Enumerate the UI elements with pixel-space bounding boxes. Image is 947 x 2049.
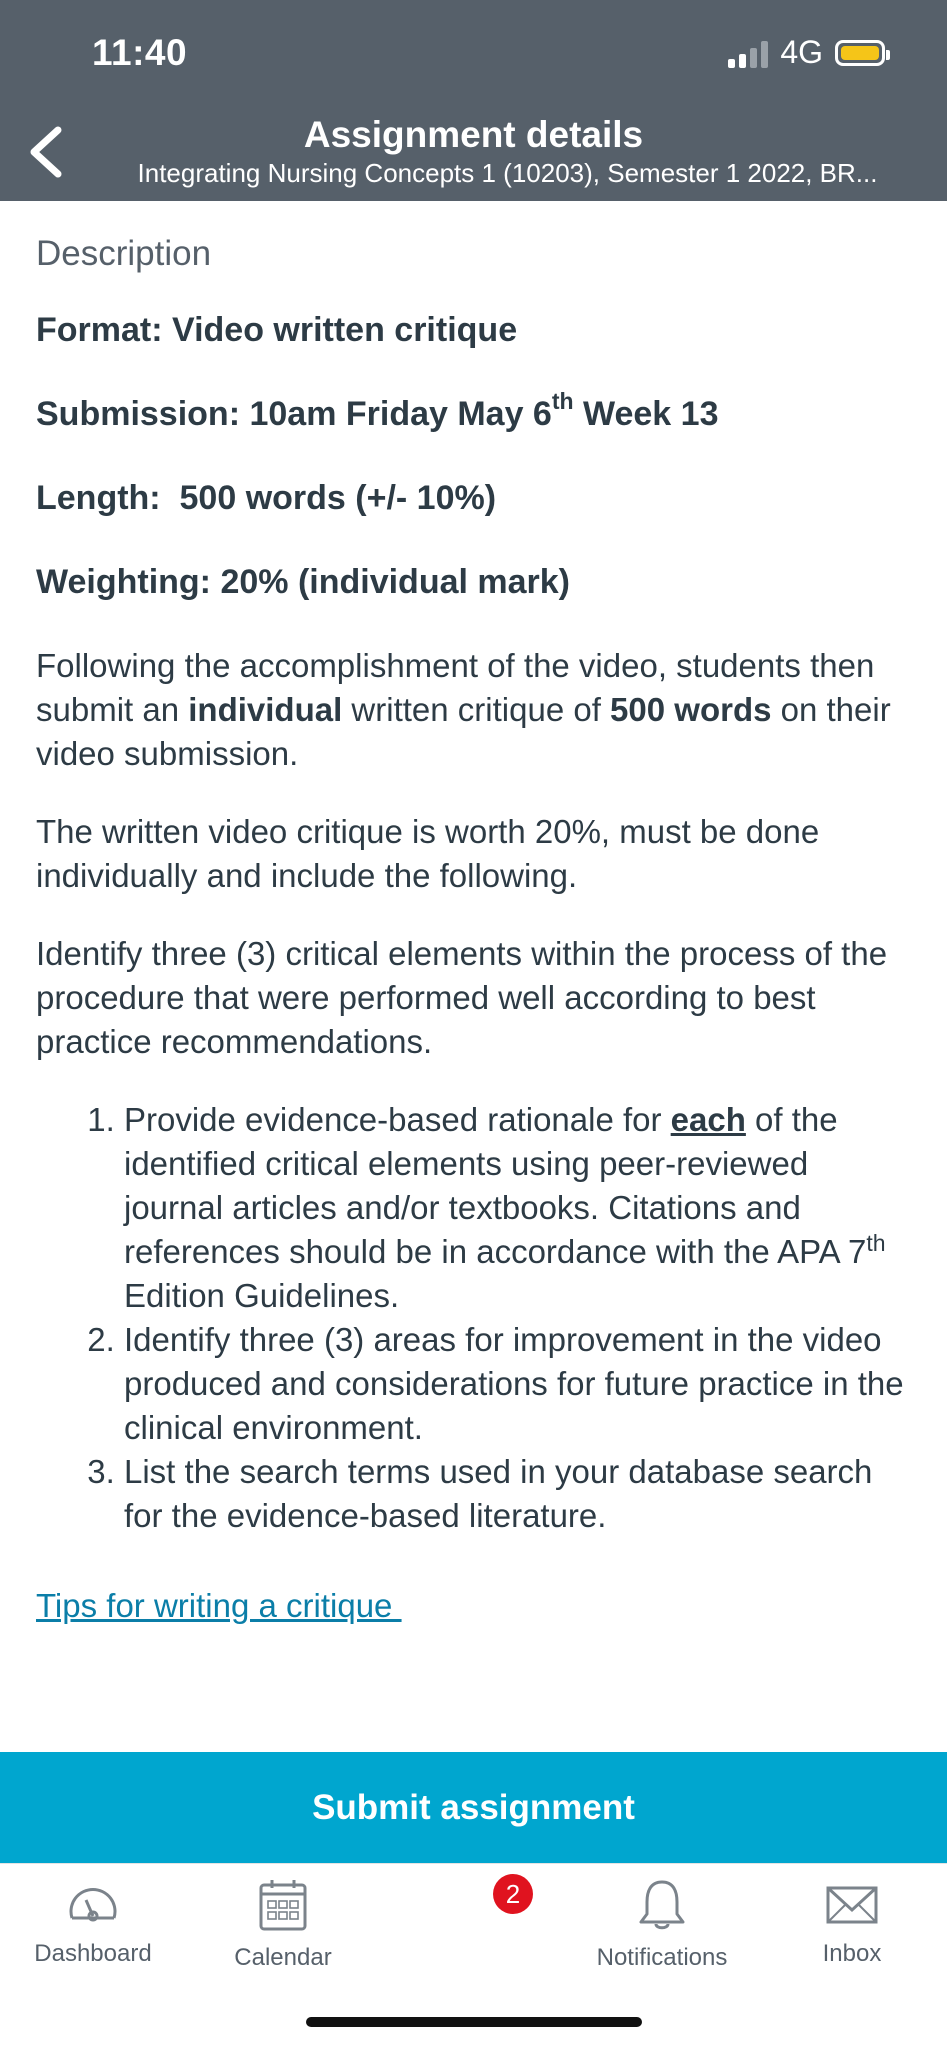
course-subtitle: Integrating Nursing Concepts 1 (10203), Semester 1 2022, BR... <box>137 158 878 188</box>
identify-paragraph: Identify three (3) critical elements within the process of the procedure that were performed well according to best practice recommendations. <box>36 935 888 1060</box>
requirements-list <box>36 1098 916 1538</box>
list-item: 3. List the search terms used in your database search for the evidence-based literature. <box>124 1450 916 1538</box>
calendar-icon <box>258 1878 308 1932</box>
header <box>0 0 947 201</box>
tab-dashboard[interactable] <box>0 1878 188 1968</box>
section-label: Description <box>36 234 212 273</box>
tab-label: Dashboard <box>34 1940 152 1967</box>
home-indicator <box>306 2017 642 2027</box>
tab-notifications[interactable] <box>567 1878 757 1972</box>
list-item: 2. Identify three (3) areas for improvement in the video produced and considerations for future practice in the clinical environment. <box>124 1318 916 1450</box>
tab-label: Calendar <box>234 1944 332 1971</box>
intro-paragraph: Following the accomplishment of the video, students then submit an individual written critique of 500 words on their video submission. <box>36 647 891 772</box>
length-line: Length: 500 words (+/- 10%) <box>36 479 497 517</box>
list-item: 1. Provide evidence-based rationale for each of the identified critical elements using peer-reviewed journal articles and/or textbooks. Citations and references should be in accordance with the APA 7th Edition Guidelines. <box>124 1098 916 1318</box>
status-indicators <box>728 34 885 71</box>
submit-assignment-button[interactable]: Submit assignment <box>0 1752 947 1863</box>
notification-badge: 2 <box>493 1874 533 1914</box>
signal-icon <box>728 38 768 68</box>
page-title: Assignment details <box>303 114 644 155</box>
bell-icon <box>636 1878 688 1932</box>
submission-line: Submission: 10am Friday May 6th Week 13 <box>36 387 719 433</box>
weighting-line: Weighting: 20% (individual mark) <box>36 563 570 601</box>
battery-icon <box>835 40 885 66</box>
status-time: 11:40 <box>92 32 188 73</box>
tab-calendar[interactable] <box>188 1878 378 1972</box>
assignment-description <box>36 232 916 1628</box>
worth-paragraph: The written video critique is worth 20%, must be done individually and include the following. <box>36 813 820 894</box>
format-line: Format: Video written critique <box>36 311 518 349</box>
tab-inbox[interactable] <box>757 1878 947 1968</box>
tab-label: Notifications <box>596 1944 728 1971</box>
envelope-icon <box>825 1878 879 1928</box>
tab-label: Inbox <box>822 1940 882 1967</box>
dashboard-icon <box>64 1878 122 1928</box>
tips-link[interactable]: Tips for writing a critique <box>36 1587 402 1624</box>
network-type: 4G <box>780 34 823 70</box>
